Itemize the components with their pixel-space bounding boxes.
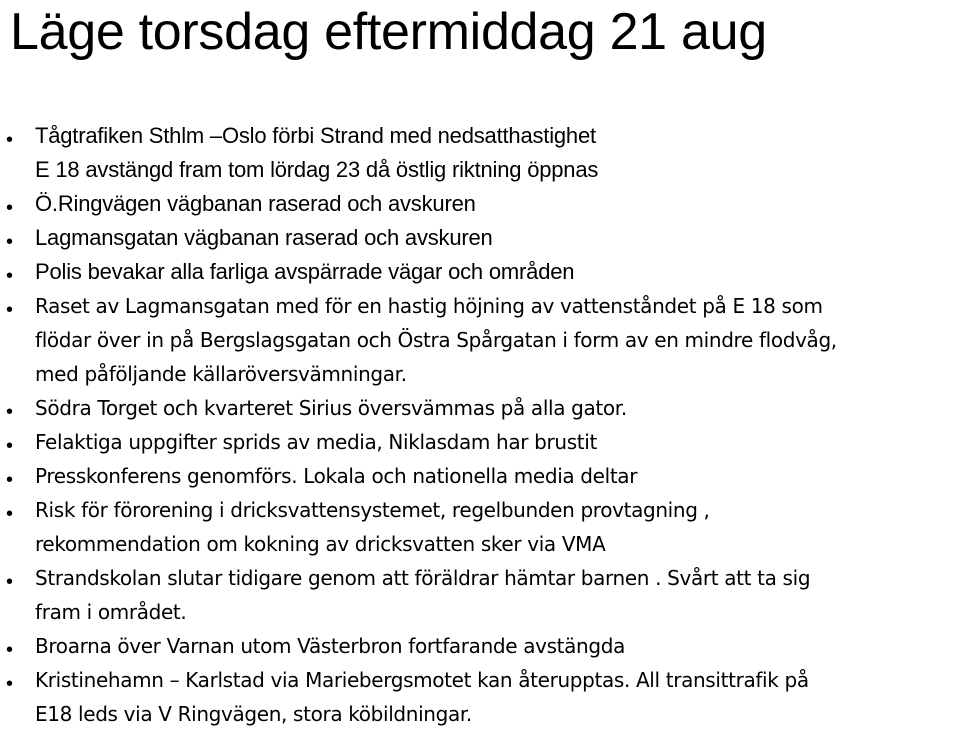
bullet-line bbox=[0, 221, 960, 255]
bullet-line bbox=[0, 289, 960, 323]
bullet-text: E 18 avstängd fram tom lördag 23 då östlig riktning öppnas bbox=[35, 157, 599, 182]
bullet-dot-icon bbox=[6, 198, 13, 218]
bullet-text: flödar över in på Bergslagsgatan och Östra Spårgatan i form av en mindre flodvåg, bbox=[35, 328, 837, 352]
bullet-dot-icon bbox=[6, 674, 13, 694]
bullet-dot-icon bbox=[6, 572, 13, 592]
bullet-text: Lagmansgatan vägbanan raserad och avskuren bbox=[35, 225, 493, 250]
bullet-text: Polis bevakar alla farliga avspärrade vägar och områden bbox=[35, 259, 575, 284]
bullet-line bbox=[0, 323, 960, 357]
bullet-text: Strandskolan slutar tidigare genom att föräldrar hämtar barnen . Svårt att ta sig bbox=[35, 566, 811, 590]
bullet-dot-icon bbox=[6, 232, 13, 252]
bullet-line bbox=[0, 561, 960, 595]
bullet-line bbox=[0, 459, 960, 493]
bullet-text: Presskonferens genomförs. Lokala och nationella media deltar bbox=[35, 464, 638, 488]
bullet-dot-icon bbox=[6, 402, 13, 422]
bullet-text: Felaktiga uppgifter sprids av media, Niklasdam har brustit bbox=[35, 430, 597, 454]
bullet-dot-icon bbox=[6, 130, 13, 150]
bullet-dot-icon bbox=[6, 504, 13, 524]
bullet-dot-icon bbox=[6, 470, 13, 490]
bullet-line bbox=[0, 629, 960, 663]
bullet-line bbox=[0, 527, 960, 561]
bullet-dot-icon bbox=[6, 300, 13, 320]
bullet-line bbox=[0, 493, 960, 527]
bullet-list bbox=[0, 119, 960, 731]
bullet-text: Ö.Ringvägen vägbanan raserad och avskuren bbox=[35, 191, 476, 216]
bullet-text: Risk för förorening i dricksvattensystemet, regelbunden provtagning , bbox=[35, 498, 710, 522]
bullet-text: Södra Torget och kvarteret Sirius översvämmas på alla gator. bbox=[35, 396, 627, 420]
bullet-text: E18 leds via V Ringvägen, stora köbildningar. bbox=[35, 702, 472, 726]
bullet-text: Broarna över Varnan utom Västerbron fortfarande avstängda bbox=[35, 634, 625, 658]
bullet-line bbox=[0, 119, 960, 153]
bullet-dot-icon bbox=[6, 436, 13, 456]
bullet-line bbox=[0, 255, 960, 289]
bullet-line bbox=[0, 153, 960, 187]
bullet-line bbox=[0, 187, 960, 221]
bullet-line bbox=[0, 595, 960, 629]
bullet-line bbox=[0, 697, 960, 731]
bullet-text: Kristinehamn – Karlstad via Mariebergsmotet kan återupptas. All transittrafik på bbox=[35, 668, 809, 692]
bullet-dot-icon bbox=[6, 640, 13, 660]
bullet-dot-icon bbox=[6, 266, 13, 286]
bullet-text: fram i området. bbox=[35, 600, 187, 624]
bullet-line bbox=[0, 425, 960, 459]
slide-title: Läge torsdag eftermiddag 21 aug bbox=[10, 3, 767, 61]
bullet-line bbox=[0, 391, 960, 425]
bullet-text: rekommendation om kokning av dricksvatten sker via VMA bbox=[35, 532, 606, 556]
bullet-line bbox=[0, 663, 960, 697]
bullet-text: med påföljande källaröversvämningar. bbox=[35, 362, 407, 386]
bullet-text: Raset av Lagmansgatan med för en hastig höjning av vattenståndet på E 18 som bbox=[35, 294, 823, 318]
bullet-line bbox=[0, 357, 960, 391]
bullet-text: Tågtrafiken Sthlm –Oslo förbi Strand med nedsatthastighet bbox=[35, 123, 596, 148]
